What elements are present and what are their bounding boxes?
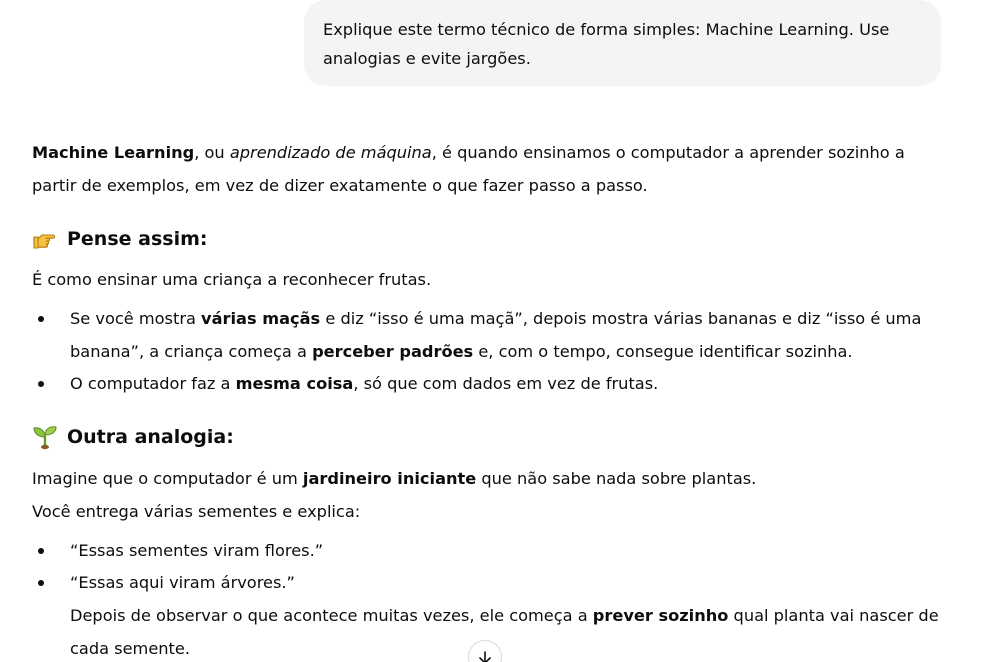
section-title: Pense assim: <box>67 228 208 250</box>
user-message-bubble <box>304 0 941 86</box>
pointing-hand-icon <box>32 226 58 252</box>
list-item: “Essas aqui viram árvores.” Depois de observar o que acontece muitas vezes, ele começa a prever sozinho qual planta vai nascer de cada semente. <box>70 566 939 662</box>
section2-text-1: Imagine que o computador é um jardineiro iniciante que não sabe nada sobre plantas. <box>32 469 757 488</box>
assistant-intro <box>32 136 952 202</box>
section-title: Outra analogia: <box>67 426 234 448</box>
intro-term: Machine Learning <box>32 143 195 162</box>
section-heading-outra-analogia <box>32 423 234 451</box>
section2-text-2: Você entrega várias sementes e explica: <box>32 502 361 521</box>
list-item: Se você mostra várias maçãs e diz “isso é uma maçã”, depois mostra várias bananas e diz “isso é uma banana”, a criança começa a perceber padrões e, com o tempo, consegue identificar sozinha. <box>70 302 921 368</box>
intro-term-translation: aprendizado de máquina <box>229 143 432 162</box>
section1-text: É como ensinar uma criança a reconhecer frutas. <box>32 270 432 289</box>
section-heading-pense-assim <box>32 225 208 253</box>
list-item: “Essas sementes viram flores.” <box>70 534 323 567</box>
arrow-down-icon <box>477 650 493 662</box>
seedling-icon <box>32 424 58 450</box>
user-message-line-2: analogias e evite jargões. <box>323 49 531 68</box>
list-item: O computador faz a mesma coisa, só que com dados em vez de frutas. <box>70 367 658 400</box>
user-message-line-1: Explique este termo técnico de forma simples: Machine Learning. Use <box>323 20 890 39</box>
intro-line-2: partir de exemplos, em vez de dizer exatamente o que fazer passo a passo. <box>32 176 648 195</box>
intro-line-1: Machine Learning, ou aprendizado de máquina, é quando ensinamos o computador a aprender sozinho a <box>32 143 905 162</box>
